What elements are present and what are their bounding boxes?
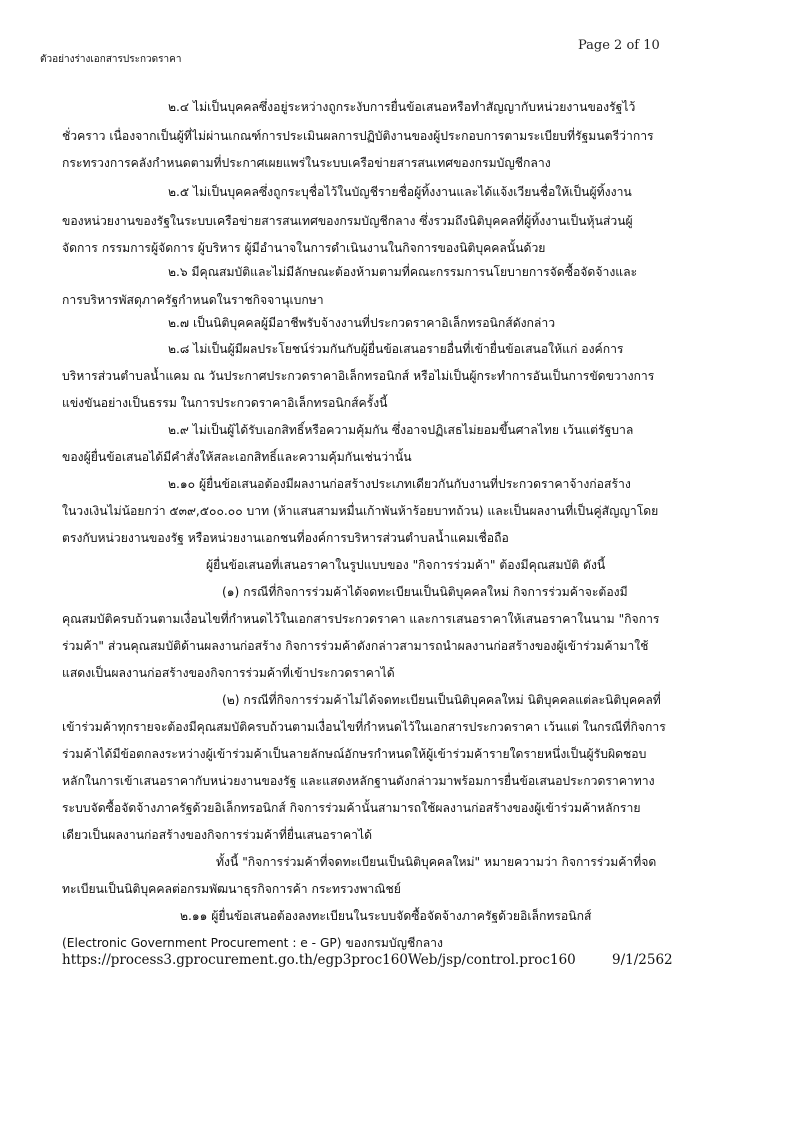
section-2-10-line-1: ๒.๑๐ ผู้ยื่นข้อเสนอต้องมีผลงานก่อสร้างประเภทเดียวกันกับงานที่ประกวดราคาจ้างก่อสร้าง — [168, 477, 631, 491]
joint-venture-case-2-line-5: ระบบจัดซื้อจัดจ้างภาครัฐด้วยอิเล็กทรอนิกส์ กิจการร่วมค้านั้นสามารถใช้ผลงานก่อสร้างของผู้เข้าร่วมค้าหลักราย — [62, 801, 641, 815]
section-2-5-line-1: ๒.๕ ไม่เป็นบุคคลซึ่งถูกระบุชื่อไว้ในบัญชีรายชื่อผู้ทิ้งงานและได้แจ้งเวียนชื่อให้เป็นผู้ทิ้งงาน — [168, 185, 632, 199]
section-2-8-line-1: ๒.๘ ไม่เป็นผู้มีผลประโยชน์ร่วมกันกับผู้ยื่นข้อเสนอรายอื่นที่เข้ายื่นข้อเสนอให้แก่ องค์การ — [168, 342, 624, 356]
section-2-11-line-1: ๒.๑๑ ผู้ยื่นข้อเสนอต้องลงทะเบียนในระบบจัดซื้อจัดจ้างภาครัฐด้วยอิเล็กทรอนิกส์ — [180, 909, 592, 923]
section-2-10-line-3: ตรงกับหน่วยงานของรัฐ หรือหน่วยงานเอกชนที่องค์การบริหารส่วนตำบลน้ำแคมเชื่อถือ — [62, 531, 509, 545]
joint-venture-case-1-line-1: (๑) กรณีที่กิจการร่วมค้าได้จดทะเบียนเป็นนิติบุคคลใหม่ กิจการร่วมค้าจะต้องมี — [222, 585, 628, 599]
joint-venture-case-1-line-3: ร่วมค้า" ส่วนคุณสมบัติด้านผลงานก่อสร้าง กิจการร่วมค้าดังกล่าวสามารถนำผลงานก่อสร้างของผู้เข้าร่วมค้ามาใช้ — [62, 639, 649, 653]
joint-venture-case-1-line-4: แสดงเป็นผลงานก่อสร้างของกิจการร่วมค้าที่เข้าประกวดราคาได้ — [62, 666, 395, 680]
page-number-label: Page 2 of 10 — [578, 38, 660, 53]
joint-venture-case-2-line-2: เข้าร่วมค้าทุกรายจะต้องมีคุณสมบัติครบถ้วนตามเงื่อนไขที่กำหนดไว้ในเอกสารประกวดราคา เว้นแต่ ในกรณีที่กิจการ — [62, 720, 666, 734]
section-2-6-line-2: การบริหารพัสดุภาครัฐกำหนดในราชกิจจานุเบกษา — [62, 293, 324, 307]
joint-venture-intro: ผู้ยื่นข้อเสนอที่เสนอราคาในรูปแบบของ "กิจการร่วมค้า" ต้องมีคุณสมบัติ ดังนี้ — [206, 558, 606, 572]
section-2-4-line-3: กระทรวงการคลังกำหนดตามที่ประกาศเผยแพร่ในระบบเครือข่ายสารสนเทศของกรมบัญชีกลาง — [62, 156, 551, 170]
section-2-5-line-3: จัดการ กรรมการผู้จัดการ ผู้บริหาร ผู้มีอำนาจในการดำเนินงานในกิจการของนิติบุคคลนั้นด้วย — [62, 241, 546, 255]
joint-venture-case-2-line-4: หลักในการเข้าเสนอราคากับหน่วยงานของรัฐ และแสดงหลักฐานดังกล่าวมาพร้อมการยื่นข้อเสนอประกวดราคาทาง — [62, 774, 655, 788]
footer-date: 9/1/2562 — [612, 952, 673, 968]
joint-venture-case-2-line-6: เดียวเป็นผลงานก่อสร้างของกิจการร่วมค้าที่ยื่นเสนอราคาได้ — [62, 828, 373, 842]
document-header-title: ตัวอย่างร่างเอกสารประกวดราคา — [40, 54, 182, 65]
joint-venture-case-2-line-3: ร่วมค้าได้มีข้อตกลงระหว่างผู้เข้าร่วมค้าเป็นลายลักษณ์อักษรกำหนดให้ผู้เข้าร่วมค้ารายใดรายหนึ่งเป็นผู้รับผิดชอบ — [62, 747, 647, 761]
footer-url: https://process3.gprocurement.go.th/egp3proc160Web/jsp/control.proc160 — [62, 952, 576, 968]
section-2-11-line-2: (Electronic Government Procurement : e - GP) ของกรมบัญชีกลาง — [62, 936, 443, 950]
section-2-8-line-3: แข่งขันอย่างเป็นธรรม ในการประกวดราคาอิเล็กทรอนิกส์ครั้งนี้ — [62, 396, 388, 410]
joint-venture-definition-line-2: ทะเบียนเป็นนิติบุคคลต่อกรมพัฒนาธุรกิจการค้า กระทรวงพาณิชย์ — [62, 882, 401, 896]
joint-venture-case-2-line-1: (๒) กรณีที่กิจการร่วมค้าไม่ได้จดทะเบียนเป็นนิติบุคคลใหม่ นิติบุคคลแต่ละนิติบุคคลที่ — [222, 693, 661, 707]
section-2-5-line-2: ของหน่วยงานของรัฐในระบบเครือข่ายสารสนเทศของกรมบัญชีกลาง ซึ่งรวมถึงนิติบุคคลที่ผู้ทิ้งงานเป็นหุ้นส่วนผู้ — [62, 214, 633, 228]
section-2-10-line-2: ในวงเงินไม่น้อยกว่า ๕๓๙,๕๐๐.๐๐ บาท (ห้าแสนสามหมื่นเก้าพันห้าร้อยบาทถ้วน) และเป็นผลงานที่เป็นคู่สัญญาโดย — [62, 504, 659, 518]
section-2-4-line-1: ๒.๔ ไม่เป็นบุคคลซึ่งอยู่ระหว่างถูกระงับการยื่นข้อเสนอหรือทำสัญญากับหน่วยงานของรัฐไว้ — [168, 100, 636, 114]
section-2-9-line-1: ๒.๙ ไม่เป็นผู้ได้รับเอกสิทธิ์หรือความคุ้มกัน ซึ่งอาจปฏิเสธไม่ยอมขึ้นศาลไทย เว้นแต่รัฐบาล — [168, 423, 634, 437]
section-2-8-line-2: บริหารส่วนตำบลน้ำแคม ณ วันประกาศประกวดราคาอิเล็กทรอนิกส์ หรือไม่เป็นผู้กระทำการอันเป็นการขัดขวางการ — [62, 369, 655, 383]
section-2-4-line-2: ชั่วคราว เนื่องจากเป็นผู้ที่ไม่ผ่านเกณฑ์การประเมินผลการปฏิบัติงานของผู้ประกอบการตามระเบียบที่รัฐมนตรีว่าการ — [62, 129, 654, 143]
joint-venture-case-1-line-2: คุณสมบัติครบถ้วนตามเงื่อนไขที่กำหนดไว้ในเอกสารประกวดราคา และการเสนอราคาให้เสนอราคาในนาม "กิจการ — [62, 612, 660, 626]
section-2-7-line-1: ๒.๗ เป็นนิติบุคคลผู้มีอาชีพรับจ้างงานที่ประกวดราคาอิเล็กทรอนิกส์ดังกล่าว — [168, 316, 556, 330]
section-2-6-line-1: ๒.๖ มีคุณสมบัติและไม่มีลักษณะต้องห้ามตามที่คณะกรรมการนโยบายการจัดซื้อจัดจ้างและ — [168, 265, 638, 279]
joint-venture-definition-line-1: ทั้งนี้ "กิจการร่วมค้าที่จดทะเบียนเป็นนิติบุคคลใหม่" หมายความว่า กิจการร่วมค้าที่จด — [216, 855, 657, 869]
section-2-9-line-2: ของผู้ยื่นข้อเสนอได้มีคำสั่งให้สละเอกสิทธิ์และความคุ้มกันเช่นว่านั้น — [62, 450, 412, 464]
